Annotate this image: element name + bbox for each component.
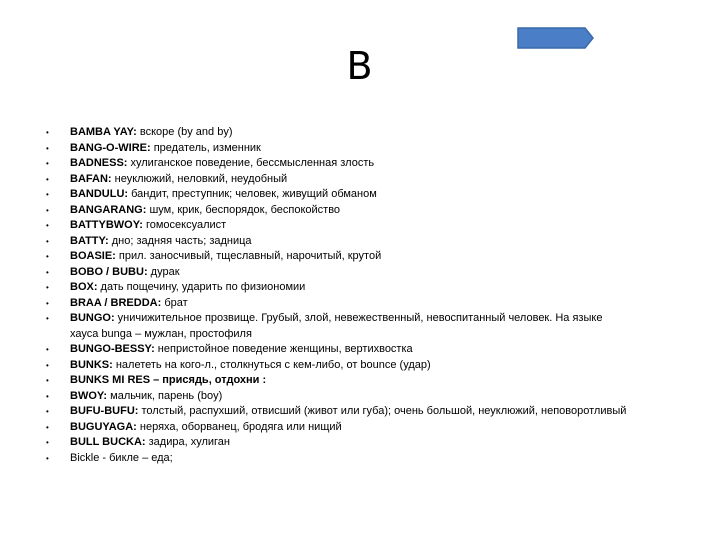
bullet-icon: • xyxy=(46,252,49,261)
glossary-entry xyxy=(40,373,680,389)
bullet-icon: • xyxy=(46,422,49,432)
glossary-entry xyxy=(40,404,680,420)
bullet-icon: • xyxy=(46,205,49,215)
entry-definition: хулиганское поведение, бессмысленная злость xyxy=(127,157,375,169)
entry-definition: дать пощечину, ударить по физиономии xyxy=(97,281,306,293)
entry-term: BADNESS: xyxy=(70,157,128,169)
slide-title: B xyxy=(346,44,374,88)
bullet-icon: • xyxy=(46,128,49,137)
glossary-entry xyxy=(40,156,680,172)
glossary-entry xyxy=(40,435,680,451)
glossary-entry xyxy=(40,141,680,157)
bullet-icon: • xyxy=(46,174,49,184)
glossary-entry xyxy=(40,296,680,312)
glossary-entry xyxy=(40,187,680,203)
bullet-icon: • xyxy=(46,283,49,292)
entry-term: BOASIE: xyxy=(70,250,116,262)
entry-term: BUGUYAGA: xyxy=(70,420,137,433)
entry-definition: дурак xyxy=(147,265,180,278)
entry-definition: неряха, оборванец, бродяга или нищий xyxy=(136,420,342,433)
entry-definition: задира, хулиган xyxy=(145,436,230,448)
bullet-icon: • xyxy=(46,360,49,370)
entry-term: BOBO / BUBU: xyxy=(70,265,148,278)
entry-term: BANG-O-WIRE: xyxy=(70,141,151,154)
entry-definition: шум, крик, беспорядок, беспокойство xyxy=(146,203,341,216)
entry-definition: мальчик, парень (boy) xyxy=(107,389,223,402)
entry-definition: предатель, изменник xyxy=(150,141,261,154)
bullet-icon: • xyxy=(46,376,49,385)
entry-term: BUNKS MI RES – присядь, отдохни : xyxy=(70,374,267,386)
entry-term: BUNGO-BESSY: xyxy=(70,343,155,355)
entry-definition: налететь на кого-л., столкнуться с кем-либо, от bounce (удар) xyxy=(112,358,431,371)
glossary-list xyxy=(40,125,680,466)
entry-term: BAMBA YAY: xyxy=(70,126,137,138)
bullet-icon: • xyxy=(46,298,49,308)
glossary-entry xyxy=(40,234,680,250)
bullet-icon: • xyxy=(46,190,49,199)
entry-definition: Bickle - бикле – еда; xyxy=(70,451,173,464)
glossary-entry xyxy=(40,342,680,358)
entry-definition: дно; задняя часть; задница xyxy=(108,234,252,247)
entry-definition: неуклюжий, неловкий, неудобный xyxy=(111,172,288,185)
bullet-icon: • xyxy=(46,143,49,153)
entry-term: BANGARANG: xyxy=(70,203,147,216)
glossary-entry xyxy=(40,311,680,342)
glossary-entry xyxy=(40,218,680,234)
bullet-icon: • xyxy=(46,236,49,246)
bullet-icon: • xyxy=(46,159,49,168)
glossary-entry xyxy=(40,280,680,296)
entry-definition: непристойное поведение женщины, вертихвостка xyxy=(154,343,413,355)
entry-term: BANDULU: xyxy=(70,188,129,200)
bullet-icon: • xyxy=(46,453,49,463)
bullet-icon: • xyxy=(46,407,49,416)
glossary-entry xyxy=(40,203,680,219)
bullet-icon: • xyxy=(46,267,49,277)
entry-term: BWOY: xyxy=(70,389,108,402)
entry-definition: толстый, распухший, отвисший (живот или губа); очень большой, неуклюжий, неповоротливый xyxy=(138,405,627,417)
entry-term: BOX: xyxy=(70,281,98,293)
glossary-entry xyxy=(40,125,680,141)
entry-term: BUNGO: xyxy=(70,312,115,324)
bullet-icon: • xyxy=(46,438,49,447)
glossary-entry xyxy=(40,265,680,281)
entry-definition: брат xyxy=(161,296,188,309)
entry-definition: прил. заносчивый, тщеславный, нарочитый, крутой xyxy=(115,250,382,262)
glossary-entry xyxy=(40,249,680,265)
entry-term: BRAA / BREDDA: xyxy=(70,296,162,309)
entry-definition: гомосексуалист xyxy=(142,219,227,231)
bullet-icon: • xyxy=(46,391,49,401)
entry-term: BATTY: xyxy=(70,234,109,247)
entry-definition: вскоре (by and by) xyxy=(136,126,233,138)
entry-term: BUFU-BUFU: xyxy=(70,405,139,417)
entry-term: BATTYBWOY: xyxy=(70,219,143,231)
glossary-entry xyxy=(40,172,680,188)
bullet-icon: • xyxy=(46,314,49,323)
glossary-entry xyxy=(40,451,680,467)
glossary-entry xyxy=(40,389,680,405)
glossary-entry xyxy=(40,420,680,436)
glossary-entry xyxy=(40,358,680,374)
entry-term: BAFAN: xyxy=(70,172,112,185)
bullet-icon: • xyxy=(46,345,49,354)
entry-definition: уничижительное прозвище. Грубый, злой, невежественный, невоспитанный человек. На языке xyxy=(114,312,603,324)
bullet-icon: • xyxy=(46,221,49,230)
entry-term: BUNKS: xyxy=(70,358,113,371)
entry-term: BULL BUCKA: xyxy=(70,436,146,448)
entry-definition-continued: хауса bunga – мужлан, простофиля xyxy=(70,327,252,340)
entry-definition: бандит, преступник; человек, живущий обманом xyxy=(128,188,377,200)
